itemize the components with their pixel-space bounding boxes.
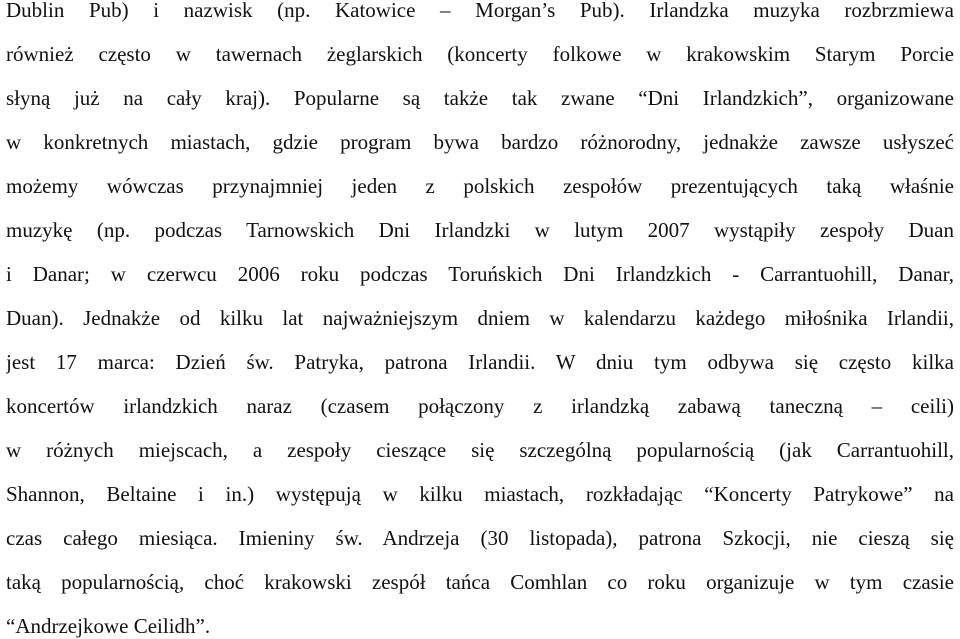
text-line: Duan). Jednakże od kilku lat najważniejszym dniem w kalendarzu każdego miłośnika Irlandii, xyxy=(6,306,954,330)
text-line: w konkretnych miastach, gdzie program bywa bardzo różnorodny, jednakże zawsze usłyszeć xyxy=(6,130,954,154)
text-line: Dublin Pub) i nazwisk (np. Katowice – Morgan’s Pub). Irlandzka muzyka rozbrzmiewa xyxy=(6,0,954,22)
text-line: w różnych miejscach, a zespoły cieszące się szczególną popularnością (jak Carrantuohill, xyxy=(6,438,954,462)
text-line: “Andrzejkowe Ceilidh”. xyxy=(6,614,211,638)
text-line: Shannon, Beltaine i in.) występują w kilku miastach, rozkładając “Koncerty Patrykowe” na xyxy=(6,482,954,506)
text-line: taką popularnością, choć krakowski zespół tańca Comhlan co roku organizuje w tym czasie xyxy=(6,570,954,594)
text-line: muzykę (np. podczas Tarnowskich Dni Irlandzki w lutym 2007 wystąpiły zespoły Duan xyxy=(6,218,954,242)
text-line: również często w tawernach żeglarskich (koncerty folkowe w krakowskim Starym Porcie xyxy=(6,42,954,66)
text-line: słyną już na cały kraj). Popularne są także tak zwane “Dni Irlandzkich”, organizowane xyxy=(6,86,954,110)
text-line: koncertów irlandzkich naraz (czasem połączony z irlandzką zabawą taneczną – ceili) xyxy=(6,394,954,418)
text-line: czas całego miesiąca. Imieniny św. Andrzeja (30 listopada), patrona Szkocji, nie cieszą się xyxy=(6,526,954,550)
text-line: i Danar; w czerwcu 2006 roku podczas Toruńskich Dni Irlandzkich - Carrantuohill, Danar, xyxy=(6,262,954,286)
text-line: jest 17 marca: Dzień św. Patryka, patrona Irlandii. W dniu tym odbywa się często kilka xyxy=(6,350,954,374)
text-line: możemy wówczas przynajmniej jeden z polskich zespołów prezentujących taką właśnie xyxy=(6,174,954,198)
